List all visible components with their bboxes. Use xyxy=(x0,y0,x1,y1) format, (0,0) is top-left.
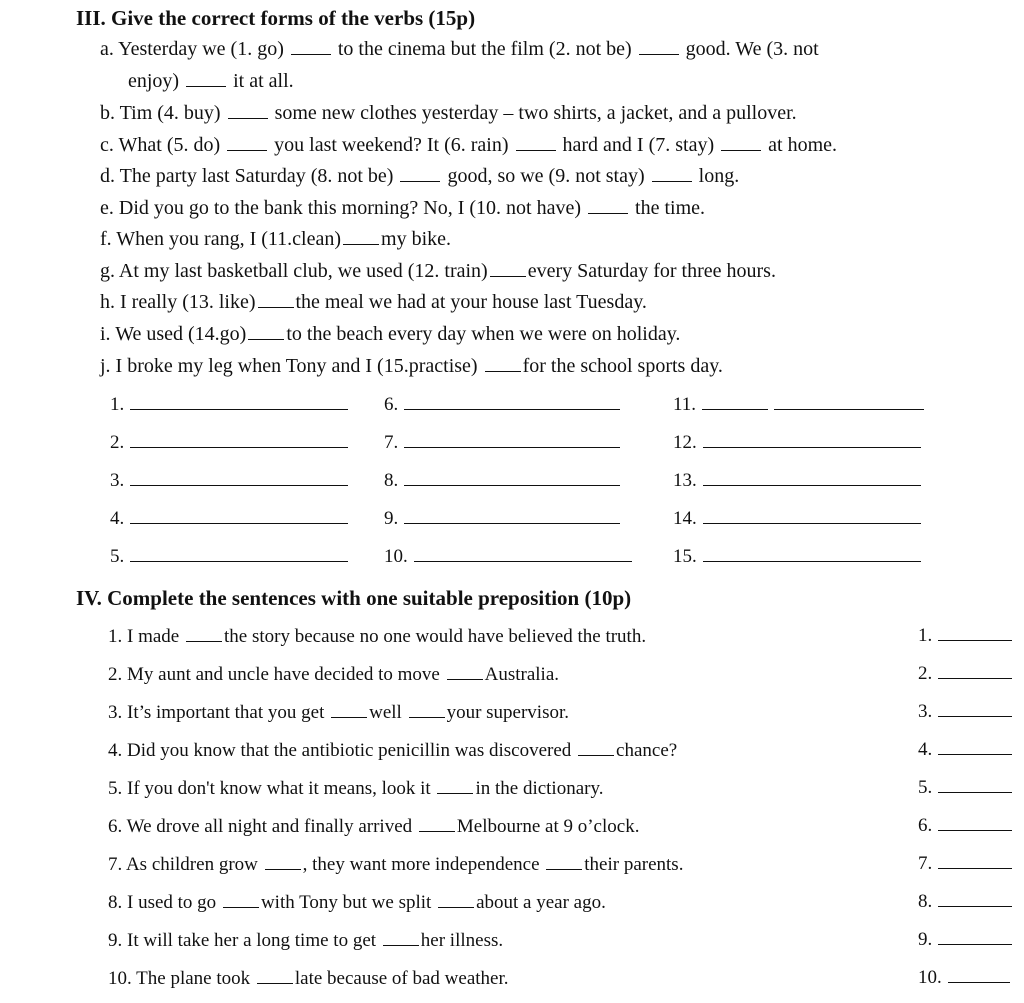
preposition-answer-7[interactable] xyxy=(918,852,1012,876)
answer-1[interactable] xyxy=(110,393,348,417)
text: every Saturday for three hours. xyxy=(527,260,776,282)
answer-line[interactable] xyxy=(938,791,1012,793)
preposition-question-4 xyxy=(108,738,677,764)
answer-number: 7. xyxy=(384,432,399,453)
text: j. I broke my leg when Tony and I (15.practise) xyxy=(100,355,478,377)
blank-6[interactable] xyxy=(516,149,556,151)
text: , they want more independence xyxy=(302,854,540,875)
answer-line[interactable] xyxy=(404,446,620,448)
answer-number: 8. xyxy=(384,470,399,491)
answer-number: 8. xyxy=(918,891,933,912)
answer-3[interactable] xyxy=(110,469,348,493)
text: well xyxy=(369,702,402,723)
preposition-answer-4[interactable] xyxy=(918,738,1012,762)
blank-8[interactable] xyxy=(400,180,440,182)
blank[interactable] xyxy=(409,716,445,718)
text: my bike. xyxy=(381,228,452,250)
blank-15[interactable] xyxy=(485,370,521,372)
answer-line[interactable] xyxy=(404,408,620,410)
answer-line[interactable] xyxy=(130,408,348,410)
preposition-answer-10[interactable] xyxy=(918,966,1010,990)
text: d. The party last Saturday (8. not be) xyxy=(100,165,394,187)
blank[interactable] xyxy=(186,640,222,642)
answer-line[interactable] xyxy=(703,522,921,524)
text: good, so we (9. not stay) xyxy=(447,165,645,187)
answer-line[interactable] xyxy=(938,867,1012,869)
answer-number: 9. xyxy=(384,508,399,529)
blank-9[interactable] xyxy=(652,180,692,182)
text: i. We used (14.go) xyxy=(100,323,247,345)
answer-number: 4. xyxy=(110,508,125,529)
answer-number: 6. xyxy=(918,815,933,836)
text: late because of bad weather. xyxy=(294,968,509,989)
answer-line[interactable] xyxy=(938,829,1012,831)
answer-line[interactable] xyxy=(404,522,620,524)
text: Australia. xyxy=(484,664,560,685)
text: 8. I used to go xyxy=(108,892,217,913)
exercise-g xyxy=(100,258,776,284)
section-4-title: IV. Complete the sentences with one suitable preposition (10p) xyxy=(76,586,632,610)
answer-number: 4. xyxy=(918,739,933,760)
answer-line[interactable] xyxy=(404,484,620,486)
preposition-question-6 xyxy=(108,814,639,840)
preposition-question-7 xyxy=(108,852,683,878)
answer-number: 12. xyxy=(673,432,697,453)
exercise-a-line-1 xyxy=(100,36,819,62)
blank[interactable] xyxy=(257,982,293,984)
answer-line[interactable] xyxy=(130,522,348,524)
text: Melbourne at 9 o’clock. xyxy=(456,816,640,837)
text: at home. xyxy=(768,134,838,156)
exercise-j xyxy=(100,353,723,379)
blank-2[interactable] xyxy=(639,53,679,55)
text: f. When you rang, I (11.clean) xyxy=(100,228,342,250)
preposition-question-8 xyxy=(108,890,606,916)
answer-6[interactable] xyxy=(384,393,620,417)
blank[interactable] xyxy=(383,944,419,946)
preposition-question-9 xyxy=(108,928,503,954)
answer-number: 11. xyxy=(673,394,697,415)
preposition-answer-1[interactable] xyxy=(918,624,1012,648)
answer-number: 2. xyxy=(918,663,933,684)
text: g. At my last basketball club, we used (12. train) xyxy=(100,260,488,282)
answer-line[interactable] xyxy=(130,560,348,562)
answer-number: 5. xyxy=(110,546,125,567)
answer-line[interactable] xyxy=(938,639,1012,641)
preposition-question-2 xyxy=(108,662,559,688)
blank[interactable] xyxy=(578,754,614,756)
answer-number: 10. xyxy=(918,967,942,988)
text: about a year ago. xyxy=(476,892,606,913)
answer-13[interactable] xyxy=(673,469,921,493)
text: some new clothes yesterday – two shirts, a jacket, and a pullover. xyxy=(274,102,797,124)
text: 5. If you don't know what it means, look it xyxy=(108,778,431,799)
answer-number: 10. xyxy=(384,546,408,567)
blank[interactable] xyxy=(265,868,301,870)
preposition-answer-6[interactable] xyxy=(918,814,1012,838)
answer-line[interactable] xyxy=(414,560,632,562)
answer-number: 1. xyxy=(110,394,125,415)
blank[interactable] xyxy=(546,868,582,870)
answer-line[interactable] xyxy=(948,981,1010,983)
text: her illness. xyxy=(420,930,504,951)
answer-11[interactable] xyxy=(673,393,924,417)
text: their parents. xyxy=(584,854,684,875)
blank-5[interactable] xyxy=(227,149,267,151)
text: 10. The plane took xyxy=(108,968,251,989)
answer-number: 1. xyxy=(918,625,933,646)
text: 6. We drove all night and finally arrived xyxy=(108,816,413,837)
answer-line[interactable] xyxy=(938,943,1012,945)
text: 4. Did you know that the antibiotic penicillin was discovered xyxy=(108,740,572,761)
answer-line[interactable] xyxy=(774,408,924,410)
text: 9. It will take her a long time to get xyxy=(108,930,377,951)
blank-3[interactable] xyxy=(186,85,226,87)
answer-number: 3. xyxy=(110,470,125,491)
text: 3. It’s important that you get xyxy=(108,702,325,723)
answer-number: 15. xyxy=(673,546,697,567)
preposition-answer-8[interactable] xyxy=(918,890,1012,914)
answer-number: 9. xyxy=(918,929,933,950)
blank[interactable] xyxy=(438,906,474,908)
text: good. We (3. not xyxy=(685,38,819,60)
answer-number: 7. xyxy=(918,853,933,874)
answer-number: 14. xyxy=(673,508,697,529)
text: to the beach every day when we were on holiday. xyxy=(286,323,681,345)
text: enjoy) xyxy=(128,70,180,92)
section-3-title: III. Give the correct forms of the verbs (15p) xyxy=(76,6,476,30)
answer-line[interactable] xyxy=(130,446,348,448)
text: you last weekend? It (6. rain) xyxy=(274,134,509,156)
preposition-answer-2[interactable] xyxy=(918,662,1012,686)
text: the story because no one would have believed the truth. xyxy=(223,626,647,647)
exercise-c xyxy=(100,132,837,158)
text: c. What (5. do) xyxy=(100,134,221,156)
text: 2. My aunt and uncle have decided to move xyxy=(108,664,440,685)
answer-5[interactable] xyxy=(110,545,348,569)
text: it at all. xyxy=(233,70,294,92)
preposition-answer-3[interactable] xyxy=(918,700,1012,724)
exercise-e xyxy=(100,195,705,221)
blank-12[interactable] xyxy=(490,275,526,277)
answer-2[interactable] xyxy=(110,431,348,455)
text: hard and I (7. stay) xyxy=(562,134,715,156)
blank[interactable] xyxy=(331,716,367,718)
text: e. Did you go to the bank this morning? No, I (10. not have) xyxy=(100,197,582,219)
exercise-d xyxy=(100,163,739,189)
text: for the school sports day. xyxy=(522,355,723,377)
text: with Tony but we split xyxy=(260,892,432,913)
text: your supervisor. xyxy=(446,702,570,723)
blank[interactable] xyxy=(419,830,455,832)
preposition-answer-5[interactable] xyxy=(918,776,1012,800)
answer-12[interactable] xyxy=(673,431,921,455)
answer-line[interactable] xyxy=(938,905,1012,907)
answer-number: 2. xyxy=(110,432,125,453)
exercise-f xyxy=(100,226,451,252)
answer-line[interactable] xyxy=(703,560,921,562)
text: a. Yesterday we (1. go) xyxy=(100,38,284,60)
preposition-question-10 xyxy=(108,966,509,992)
text: h. I really (13. like) xyxy=(100,291,256,313)
answer-14[interactable] xyxy=(673,507,921,531)
answer-7[interactable] xyxy=(384,431,620,455)
answer-number: 5. xyxy=(918,777,933,798)
exercise-b xyxy=(100,100,797,126)
text: the meal we had at your house last Tuesday. xyxy=(295,291,647,313)
blank-7[interactable] xyxy=(721,149,761,151)
blank[interactable] xyxy=(437,792,473,794)
text: 7. As children grow xyxy=(108,854,258,875)
text: long. xyxy=(698,165,740,187)
answer-4[interactable] xyxy=(110,507,348,531)
answer-8[interactable] xyxy=(384,469,620,493)
answer-line[interactable] xyxy=(938,677,1012,679)
answer-line[interactable] xyxy=(703,446,921,448)
blank-13[interactable] xyxy=(258,306,294,308)
preposition-question-5 xyxy=(108,776,604,802)
answer-number: 6. xyxy=(384,394,399,415)
blank[interactable] xyxy=(447,678,483,680)
text: b. Tim (4. buy) xyxy=(100,102,221,124)
preposition-answer-9[interactable] xyxy=(918,928,1012,952)
blank-11[interactable] xyxy=(343,243,379,245)
answer-number: 3. xyxy=(918,701,933,722)
blank-1[interactable] xyxy=(291,53,331,55)
exercise-h xyxy=(100,289,647,315)
text: the time. xyxy=(635,197,706,219)
text: in the dictionary. xyxy=(475,778,604,799)
answer-10[interactable] xyxy=(384,545,632,569)
answer-line[interactable] xyxy=(703,484,921,486)
answer-line[interactable] xyxy=(702,408,768,410)
answer-15[interactable] xyxy=(673,545,921,569)
preposition-question-1 xyxy=(108,624,646,650)
blank[interactable] xyxy=(223,906,259,908)
answer-number: 13. xyxy=(673,470,697,491)
blank-4[interactable] xyxy=(228,117,268,119)
text: 1. I made xyxy=(108,626,180,647)
exercise-i xyxy=(100,321,680,347)
answer-line[interactable] xyxy=(938,753,1012,755)
preposition-question-3 xyxy=(108,700,569,726)
exercise-a-line-2 xyxy=(128,68,294,94)
blank-10[interactable] xyxy=(588,212,628,214)
answer-line[interactable] xyxy=(938,715,1012,717)
text: to the cinema but the film (2. not be) xyxy=(337,38,632,60)
blank-14[interactable] xyxy=(248,338,284,340)
answer-9[interactable] xyxy=(384,507,620,531)
text: chance? xyxy=(616,740,678,761)
answer-line[interactable] xyxy=(130,484,348,486)
